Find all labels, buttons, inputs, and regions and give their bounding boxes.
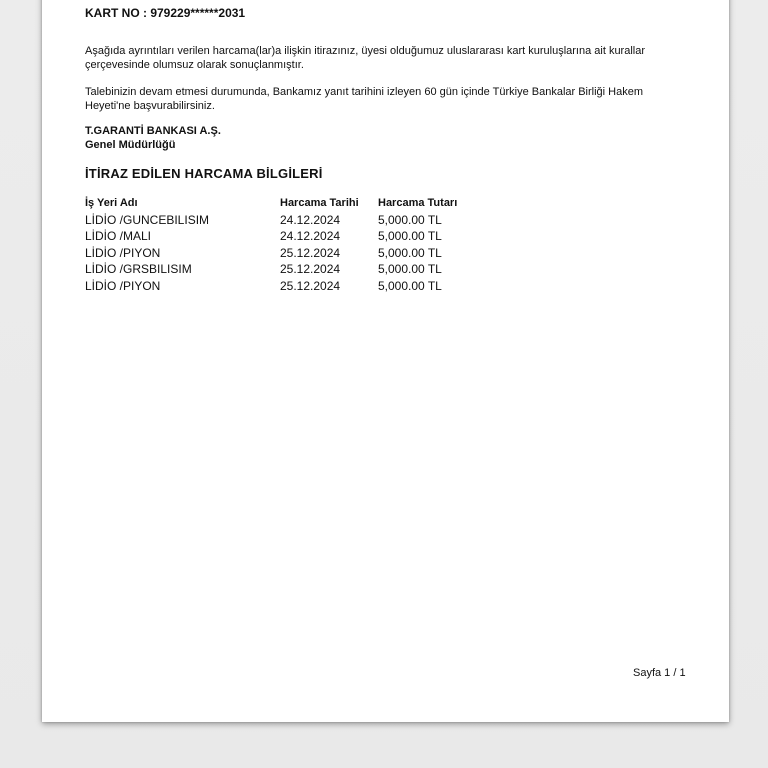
row-5-date: 25.12.2024 (280, 279, 341, 293)
row-4-amount: 5,000.00 TL (378, 262, 442, 276)
header-merchant: İş Yeri Adı (85, 197, 138, 209)
row-4-merchant: LİDİO /GRSBILISIM (85, 262, 192, 276)
row-5-amount: 5,000.00 TL (378, 279, 442, 293)
row-3-amount: 5,000.00 TL (378, 246, 442, 260)
bank-name: T.GARANTİ BANKASI A.Ş. (85, 125, 221, 137)
card-number: KART NO : 979229******2031 (85, 6, 246, 20)
row-2-date: 24.12.2024 (280, 229, 341, 243)
row-1-date: 24.12.2024 (280, 213, 341, 227)
department-name: Genel Müdürlüğü (85, 139, 176, 151)
section-title: İTİRAZ EDİLEN HARCAMA BİLGİLERİ (85, 166, 323, 181)
row-1-merchant: LİDİO /GUNCEBILISIM (85, 213, 210, 227)
row-3-merchant: LİDİO /PIYON (85, 246, 161, 260)
signature-block (85, 124, 221, 152)
document-page (42, 0, 729, 722)
paragraph-appeal: Talebinizin devam etmesi durumunda, Bankamız yanıt tarihini izleyen 60 gün içinde Türkiye Bankalar Birliği Hakem Heyeti'ne başvurabilirsiniz. (85, 86, 644, 112)
header-amount: Harcama Tutarı (378, 197, 458, 209)
row-2-amount: 5,000.00 TL (378, 229, 442, 243)
row-4-date: 25.12.2024 (280, 262, 341, 276)
row-3-date: 25.12.2024 (280, 246, 341, 260)
row-2-merchant: LİDİO /MALI (85, 229, 152, 243)
page-indicator: Sayfa 1 / 1 (633, 667, 686, 679)
paragraph-result: Aşağıda ayrıntıları verilen harcama(lar)a ilişkin itirazınız, üyesi olduğumuz uluslararası kart kuruluşlarına ait kurallar çerçevesinde olumsuz olarak sonuçlanmıştır. (85, 45, 646, 71)
row-5-merchant: LİDİO /PIYON (85, 279, 161, 293)
row-1-amount: 5,000.00 TL (378, 213, 442, 227)
header-date: Harcama Tarihi (280, 197, 359, 209)
